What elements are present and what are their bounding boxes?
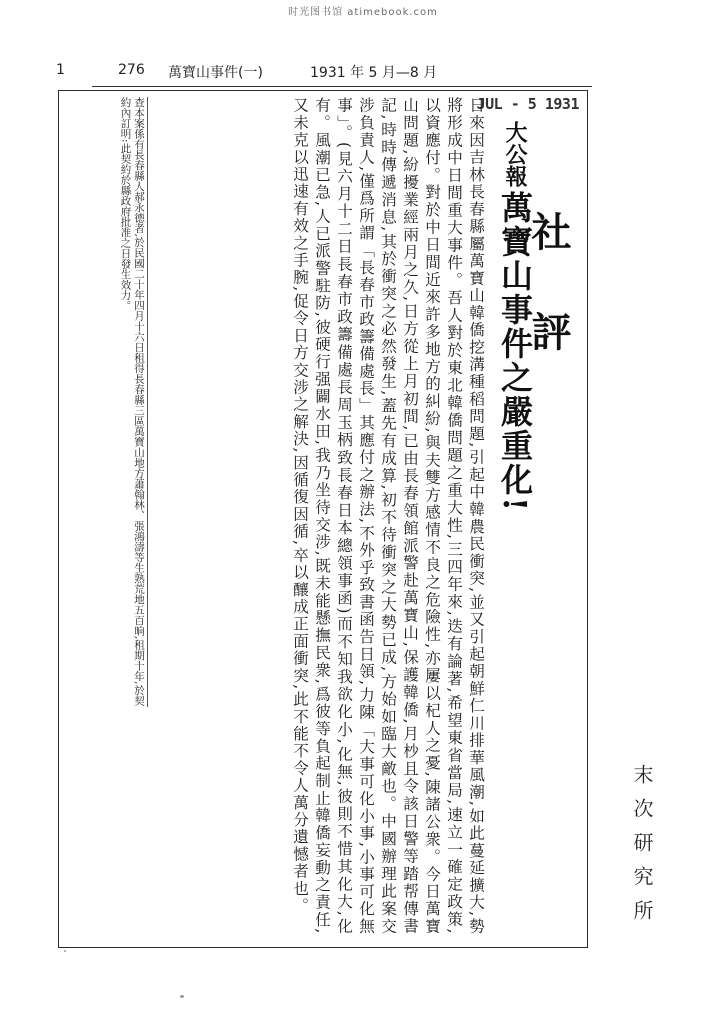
- column-title: 社評: [525, 211, 572, 411]
- article-paragraph: 日來因吉林長春縣屬萬寶山韓僑挖溝種稻問題,引起中韓農民衝突,並又引起朝鮮仁川排華風潮,如此蔓延擴大,勢將形成中日間重大事件。吾人對於東北韓僑問題之重大性,三四年來,迭有論著,希望東省當局,速立一確定政策,以資應付。對於中日間近來許多地方的糾紛,與夫雙方感情不良之危險性,亦屢以杞人之憂,陳諸公衆。今日萬寶山問題,紛擾業經兩月之久,日方從上月初間,已由長春領館派警赴萬寶山,保護韓僑,月杪且令該日警等踏帮傳書記,時時傳遞消息,其於衝突之必然發生,蓋先有成算,初不待衝突之大勢已成,方始如臨大敵也。中國辦理此案交涉負責人,僅爲所謂「長春市政籌備處長」其應付之辦法,不外乎致書函告日領,力陳「大事可化小事,小事可化無事」。(見六月十二日長春市政籌備處長周玉柄致長春日本總領事函)而不知我欲化小,化無,彼則不惜其化大,化有。風潮已急,人已派警駐防,彼硬行强闢水田,我乃坐待交涉,既未能懸撫民衆,爲彼等負起制止韓僑妄動之責任,又未克以迅速有效之手腕,促令日方交涉之解決,因循復因循,卒以釀成正面衝突,此不能不令人萬分遺憾者也。: [291, 97, 485, 935]
- article-body: [157, 97, 487, 935]
- page-number: 276: [118, 62, 145, 78]
- page-header: [0, 62, 726, 82]
- header-rule: [92, 86, 592, 87]
- collection-title: 萬寶山事件(一): [168, 65, 263, 81]
- newspaper-masthead: 大公報: [502, 121, 528, 187]
- date-range: 1931 年 5 月—8 月: [310, 65, 438, 81]
- article-headline: 萬寶山事件之嚴重化!: [496, 191, 534, 514]
- scan-speck: [64, 950, 66, 952]
- volume-number: 1: [56, 62, 65, 78]
- notes-divider: [147, 97, 148, 707]
- date-stamp: JUL - 5 1931: [476, 95, 579, 113]
- site-watermark: 时光图书馆 atimebook.com: [288, 7, 438, 18]
- scan-speck: [180, 995, 184, 998]
- article-notes: 查本案係有長春縣人郝永德者,於民國二十年四月十六日租得長春縣三區萬寶山地方蕭翰林、張鴻濤等生熟荒地五百晌,租期十年,於契約內訂明:此契約於縣政府批准之日發生效力。: [119, 97, 145, 706]
- newspaper-clipping: [58, 90, 588, 948]
- archive-label: 末次研究所: [630, 764, 654, 934]
